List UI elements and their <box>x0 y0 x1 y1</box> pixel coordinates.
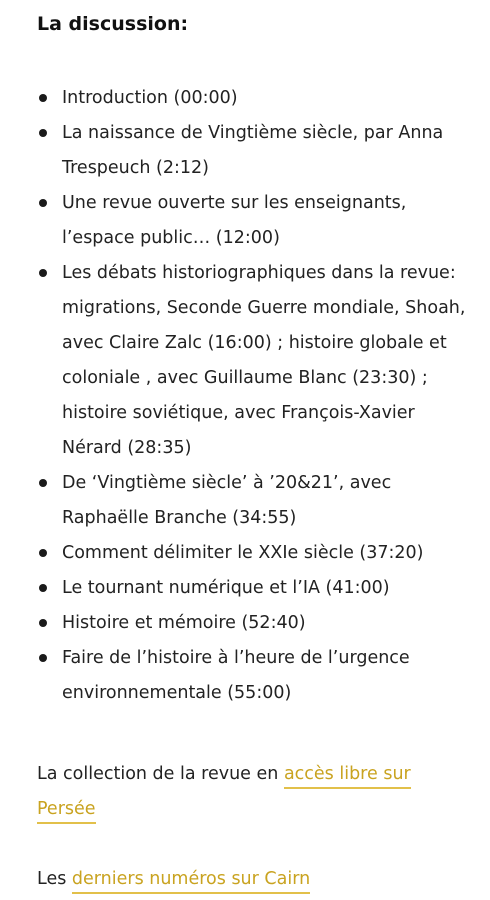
persee-link[interactable]: accès libre sur Persée <box>37 764 411 824</box>
topic-item-tournant-numerique: Le tournant numérique et l’IA (41:00) <box>37 571 466 606</box>
topic-item-revue-ouverte: Une revue ouverte sur les enseignants, l’espace public… (12:00) <box>37 186 466 256</box>
topic-item-naissance: La naissance de Vingtième siècle, par Anna Trespeuch (2:12) <box>37 116 466 186</box>
topic-item-debats-historiographiques: Les débats historiographiques dans la revue: migrations, Seconde Guerre mondiale, Shoah, avec Claire Zalc (16:00) ; histoire globale et coloniale , avec Guillaume Blanc (23:30) ; histoire soviétique, avec François-Xavier Nérard (28:35) <box>37 256 466 466</box>
topic-item-vingtieme-siecle: De ‘Vingtième siècle’ à ’20&21’, avec Raphaëlle Branche (34:55) <box>37 466 466 536</box>
discussion-heading: La discussion: <box>37 13 189 35</box>
cairn-link[interactable]: derniers numéros sur Cairn <box>72 869 310 894</box>
topic-item-histoire-memoire: Histoire et mémoire (52:40) <box>37 606 466 641</box>
collection-prefix: La collection de la revue en <box>37 764 284 784</box>
cairn-prefix: Les <box>37 869 72 889</box>
collection-paragraph <box>37 757 466 827</box>
topic-item-urgence-environnementale: Faire de l’histoire à l’heure de l’urgence environnementale (55:00) <box>37 641 466 711</box>
topic-item-introduction: Introduction (00:00) <box>37 81 466 116</box>
topic-item-xxie-siecle: Comment délimiter le XXIe siècle (37:20) <box>37 536 466 571</box>
cairn-paragraph <box>37 862 466 897</box>
discussion-topic-list <box>37 81 466 711</box>
